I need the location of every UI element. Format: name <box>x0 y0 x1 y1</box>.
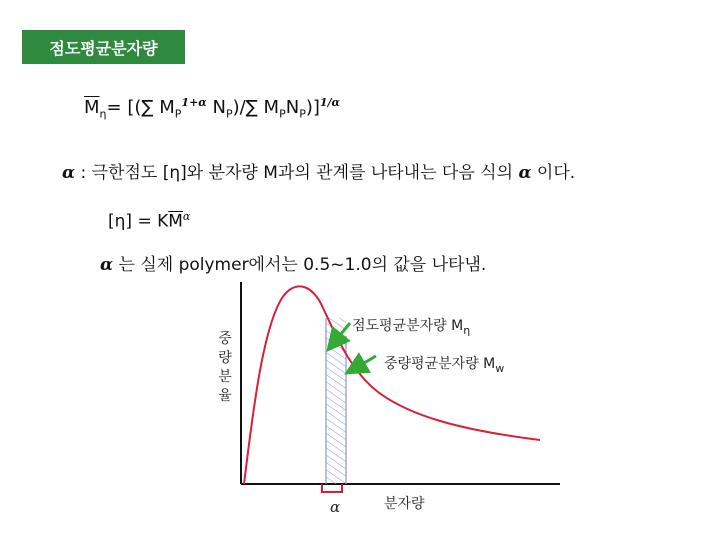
formula-term1-sub: P <box>174 107 182 121</box>
formula-lhs: $\overline{M}$ <box>84 97 100 118</box>
note-alpha-symbol: α <box>100 255 114 275</box>
formula-term2-sub: P <box>279 107 286 121</box>
eq2-lhs: [η] = K <box>108 211 169 232</box>
sigma-symbol-2: ∑ <box>245 97 258 118</box>
formula-term1-sup: 1+α <box>181 96 207 109</box>
mv-label: 점도평균분자량 $M_\eta$ <box>352 318 471 337</box>
formula-div: )/ <box>232 97 246 118</box>
formula-lhs-sub: η <box>99 107 107 121</box>
formula-term2b: N <box>285 97 300 118</box>
formula-eq-open: = [( <box>106 97 142 118</box>
hatched-region <box>326 318 346 484</box>
eq2-m: $\overline{M}$ <box>168 211 183 232</box>
formula-term1b: N <box>206 97 226 118</box>
alpha-symbol-2: α <box>518 163 532 183</box>
formula-term1b-sub: P <box>225 107 233 121</box>
distribution-curve <box>244 286 540 484</box>
formula-term1: M <box>153 97 175 118</box>
bracket-alpha-label: α <box>330 498 341 516</box>
formula-exp: 1/α <box>319 96 341 109</box>
eq2-exp: α <box>182 210 191 223</box>
formula-close: )] <box>305 97 320 118</box>
mw-label: 중량평균분자량 $M_w$ <box>384 356 505 375</box>
formula-term2b-sub: P <box>299 107 306 121</box>
alpha-symbol: α <box>62 163 76 183</box>
mw-arrow <box>352 356 376 370</box>
formula-term2: M <box>257 97 280 118</box>
sigma-symbol-1: ∑ <box>141 97 154 118</box>
alpha-desc-text: : 극한점도 [η]와 분자량 M과의 관계를 나타내는 다음 식의 <box>75 163 519 183</box>
alpha-bracket <box>322 484 342 492</box>
x-axis-label: 분자량 <box>384 496 425 512</box>
note-text: 는 실제 polymer에서는 0.5~1.0의 값을 나타냄. <box>113 255 487 275</box>
slide-title: 점도평균분자량 <box>22 30 185 64</box>
y-axis-label: 중 량 분 율 <box>218 331 232 404</box>
alpha-desc-end: 이다. <box>531 163 576 183</box>
